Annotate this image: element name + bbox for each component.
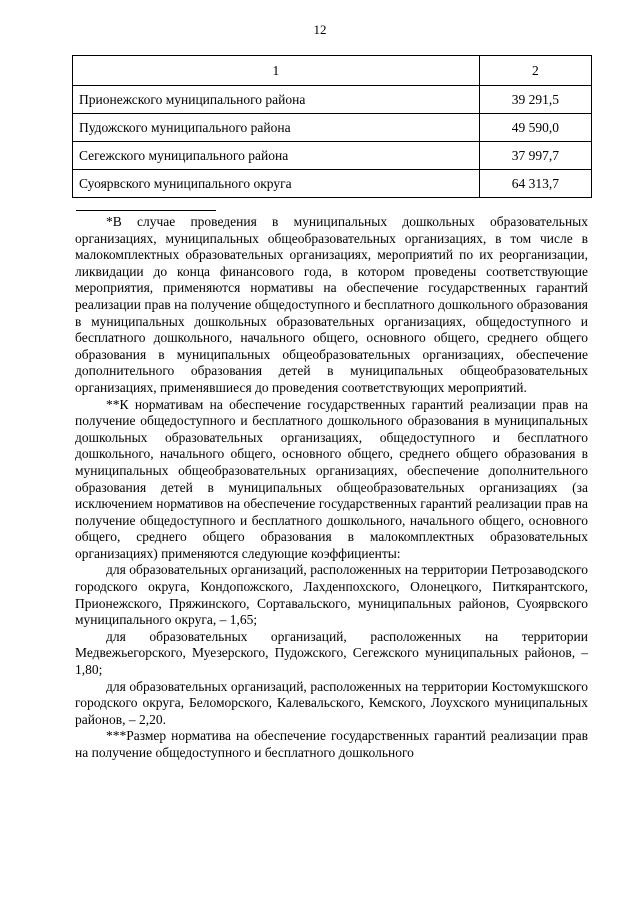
column-header-1: 1 bbox=[73, 56, 480, 86]
row-municipality-name: Пудожского муниципального района bbox=[73, 114, 480, 142]
coefficient-item: для образовательных организаций, расположенных на территории Медвежьегорского, Муезерского, Пудожского, Сегежского муниципальных районов, – 1,80; bbox=[75, 628, 588, 678]
table-header-row bbox=[73, 56, 592, 86]
footnotes-section bbox=[75, 214, 588, 762]
row-municipality-name: Прионежского муниципального района bbox=[73, 86, 480, 114]
row-municipality-name: Сегежского муниципального района bbox=[73, 142, 480, 170]
coefficient-item: для образовательных организаций, расположенных на территории Петрозаводского городского округа, Кондопожского, Лахденпохского, Олонецкого, Питкярантского, Прионежского, Пряжинского, Сортавальского, муниципальных районов, Суоярвского муниципального округа, – 1,65; bbox=[75, 562, 588, 628]
table-row bbox=[73, 114, 592, 142]
page-number: 12 bbox=[313, 22, 327, 37]
table-row bbox=[73, 86, 592, 114]
row-value: 64 313,7 bbox=[479, 170, 591, 198]
footnote-double-asterisk: **К нормативам на обеспечение государственных гарантий реализации прав на получение общедоступного и бесплатного дошкольного образования в муниципальных дошкольных образовательных организациях, общедоступного и бесплатного дошкольного, начального общего, основного общего, среднего общего образования в муниципальных общеобразовательных организациях, обеспечение дополнительного образования детей в муниципальных общеобразовательных организациях (за исключением нормативов на обеспечение государственных гарантий реализации прав на получение общедоступного и бесплатного дошкольного, начального общего, основного общего, среднего общего образования в малокомплектных образовательных организациях) применяются следующие коэффициенты: bbox=[75, 396, 588, 561]
row-value: 37 997,7 bbox=[479, 142, 591, 170]
footnote-divider bbox=[76, 210, 216, 211]
table-row bbox=[73, 142, 592, 170]
row-value: 39 291,5 bbox=[479, 86, 591, 114]
table-row bbox=[73, 170, 592, 198]
municipal-norms-table bbox=[72, 55, 592, 198]
coefficient-item: для образовательных организаций, расположенных на территории Костомукшского городского округа, Беломорского, Калевальского, Кемского, Лоухского муниципальных районов, – 2,20. bbox=[75, 678, 588, 727]
row-municipality-name: Суоярвского муниципального округа bbox=[73, 170, 480, 198]
column-header-2: 2 bbox=[479, 56, 591, 86]
row-value: 49 590,0 bbox=[479, 114, 591, 142]
footnote-triple-asterisk: ***Размер норматива на обеспечение государственных гарантий реализации прав на получение общедоступного и бесплатного дошкольного bbox=[75, 728, 588, 760]
footnote-single-asterisk: *В случае проведения в муниципальных дошкольных образовательных организациях, муниципальных общеобразовательных организациях, в том числе в малокомплектных образовательных организациях, мероприятий по их реорганизации, ликвидации до конца финансового года, в котором проведены соответствующие мероприятия, применяются нормативы на обеспечение государственных гарантий реализации прав на получение общедоступного и бесплатного дошкольного образования в муниципальных дошкольных образовательных организациях, общедоступного и бесплатного дошкольного, начального общего, основного общего, среднего общего образования в муниципальных общеобразовательных организациях, обеспечение дополнительного образования детей в муниципальных общеобразовательных организациях, применявшиеся до проведения соответствующих мероприятий. bbox=[75, 214, 588, 395]
